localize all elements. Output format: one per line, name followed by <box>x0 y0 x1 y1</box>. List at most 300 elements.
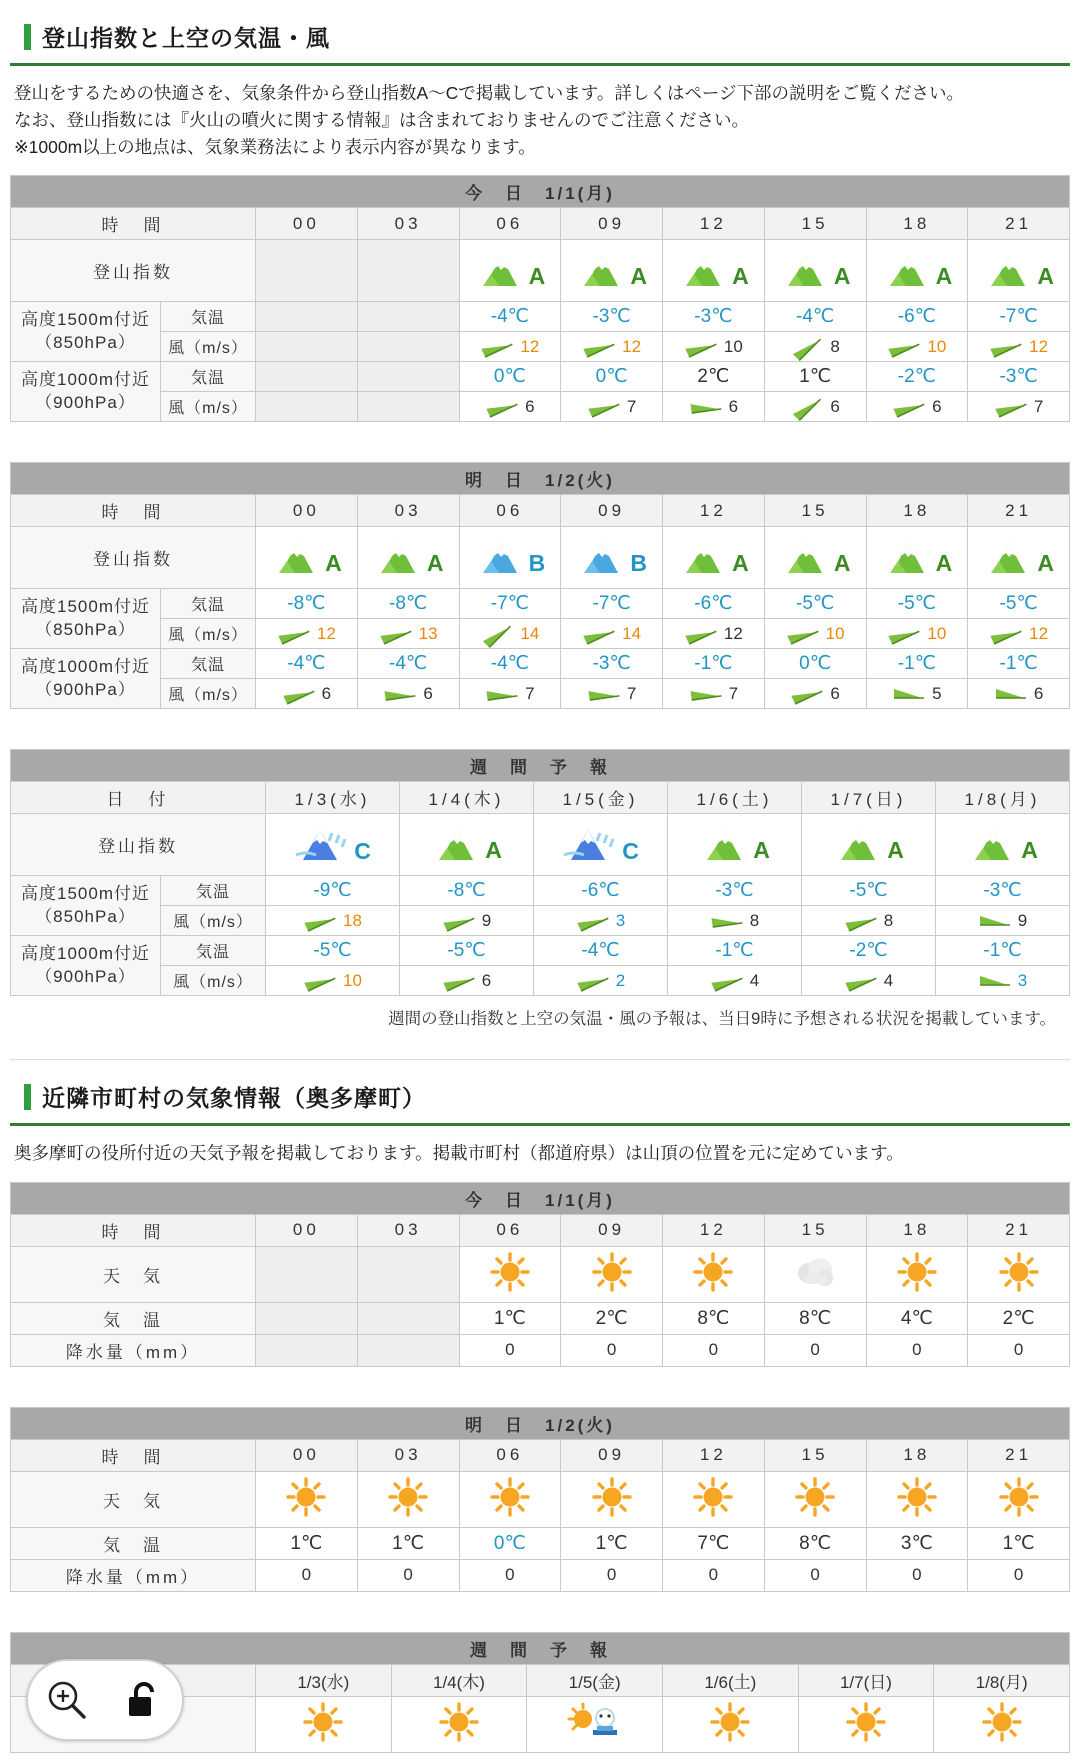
wind-arrow-icon <box>687 395 723 420</box>
empty-cell <box>256 1246 358 1302</box>
empty-cell <box>357 1334 459 1366</box>
precip-cell: 0 <box>764 1559 866 1591</box>
wind-speed: 9 <box>1017 910 1028 930</box>
wind-speed: 13 <box>418 623 438 643</box>
row-label-wind: 風（m/s） <box>161 619 256 649</box>
column-header: 03 <box>357 495 459 527</box>
wind-arrow-icon <box>376 618 415 650</box>
wind-arrow-icon <box>584 391 623 423</box>
day-bar: 今 日 1/1(月) <box>11 1182 1070 1214</box>
column-header: 09 <box>561 208 663 240</box>
temp-cell: -8℃ <box>357 589 459 619</box>
grade-letter: C <box>354 837 371 864</box>
column-header: 18 <box>866 1214 968 1246</box>
column-header: 06 <box>459 208 561 240</box>
row-label-alt1500: 高度1500m付近 （850hPa） <box>11 302 161 362</box>
temp-cell: 2℃ <box>968 1302 1070 1334</box>
column-header: 00 <box>256 1439 358 1471</box>
day-bar: 明 日 1/2(火) <box>11 463 1070 495</box>
precip-cell: 0 <box>459 1559 561 1591</box>
temp-cell: -5℃ <box>400 936 534 966</box>
wind-speed: 2 <box>615 970 626 990</box>
wind-speed: 6 <box>830 683 840 703</box>
row-label-weather: 天 気 <box>11 1246 256 1302</box>
weather-cell <box>527 1696 663 1752</box>
accent-bar <box>24 1084 31 1110</box>
wind-cell <box>663 619 765 649</box>
mountain-green-icon <box>780 252 832 290</box>
empty-cell <box>357 302 459 332</box>
precip-cell: 0 <box>561 1559 663 1591</box>
temp-cell: -3℃ <box>968 362 1070 392</box>
wind-arrow-icon <box>382 682 418 707</box>
row-label-alt1000: 高度1000m付近 （900hPa） <box>11 362 161 422</box>
city-lead <box>0 1126 1080 1175</box>
wind-cell <box>266 966 400 996</box>
sunny-icon <box>437 1702 481 1742</box>
temp-cell: 1℃ <box>764 362 866 392</box>
empty-cell <box>256 392 358 422</box>
mountain-green-icon <box>678 539 730 577</box>
mountain-rain-icon <box>562 825 620 865</box>
header-label: 時 間 <box>11 208 256 240</box>
wind-arrow-icon <box>892 684 926 704</box>
temp-cell: -3℃ <box>561 302 663 332</box>
weekly-note: 週間の登山指数と上空の気温・風の予報は、当日9時に予想される状況を掲載しています。 <box>388 1010 1056 1029</box>
city-today-table-wrap <box>0 1182 1080 1367</box>
weather-cell <box>391 1696 527 1752</box>
floating-control-bar[interactable] <box>26 1659 184 1741</box>
wind-speed: 14 <box>520 623 540 643</box>
precip-cell: 0 <box>663 1334 765 1366</box>
wind-arrow-icon <box>580 331 619 363</box>
lead-line-2: なお、登山指数には『火山の噴火に関する情報』は含まれておりませんのでご注意ください。 <box>14 110 749 131</box>
row-label-wind: 風（m/s） <box>161 906 266 936</box>
temp-cell: -1℃ <box>936 936 1070 966</box>
weather-cell <box>968 1246 1070 1302</box>
temp-cell: 0℃ <box>561 362 663 392</box>
unlock-icon[interactable] <box>121 1677 167 1723</box>
wind-arrow-icon <box>681 618 720 650</box>
row-label-wind: 風（m/s） <box>161 679 256 709</box>
sunny-icon <box>997 1477 1041 1517</box>
climb-index-cell <box>534 814 668 876</box>
wind-speed: 7 <box>1033 396 1044 416</box>
wind-cell <box>802 966 936 996</box>
column-header: 18 <box>866 495 968 527</box>
wind-arrow-icon <box>478 615 516 653</box>
wind-speed: 9 <box>481 910 492 930</box>
column-header: 18 <box>866 208 968 240</box>
wind-arrow-icon <box>987 331 1026 363</box>
row-label-temp: 気温 <box>161 649 256 679</box>
temp-cell: -2℃ <box>802 936 936 966</box>
city-tomorrow-table-wrap <box>0 1407 1080 1592</box>
mountain-green-icon <box>780 539 832 577</box>
sunny-icon <box>895 1252 939 1292</box>
wind-cell <box>459 392 561 422</box>
wind-speed: 6 <box>1033 683 1044 703</box>
wind-cell <box>968 619 1070 649</box>
temp-cell: 1℃ <box>968 1527 1070 1559</box>
sunny-icon <box>980 1702 1024 1742</box>
wind-cell <box>968 392 1070 422</box>
row-label-precip: 降水量（mm） <box>11 1559 256 1591</box>
sunny-icon <box>708 1702 752 1742</box>
row-label-temp: 気温 <box>161 589 256 619</box>
empty-cell <box>357 332 459 362</box>
empty-cell <box>256 302 358 332</box>
temp-cell: -1℃ <box>968 649 1070 679</box>
mountain-green-icon <box>373 539 425 577</box>
column-header: 21 <box>968 208 1070 240</box>
wind-cell <box>459 619 561 649</box>
wind-arrow-icon <box>783 618 822 650</box>
temp-cell: 7℃ <box>663 1527 765 1559</box>
wind-arrow-icon <box>885 331 924 363</box>
weather-cell <box>663 1471 765 1527</box>
wind-arrow-icon <box>841 965 880 997</box>
wind-speed: 7 <box>728 683 739 703</box>
row-label-temp: 気 温 <box>11 1302 256 1334</box>
column-header: 1/6(土) <box>662 1664 798 1696</box>
climb-index-cell <box>266 814 400 876</box>
wind-cell <box>866 332 968 362</box>
temp-cell: -5℃ <box>802 876 936 906</box>
grade-letter: A <box>426 549 444 576</box>
page-root <box>0 8 1080 1763</box>
precip-cell: 0 <box>663 1559 765 1591</box>
weather-cell <box>561 1471 663 1527</box>
empty-cell <box>357 1302 459 1334</box>
temp-cell: -5℃ <box>266 936 400 966</box>
header-label: 時 間 <box>11 495 256 527</box>
wind-speed: 8 <box>883 910 894 930</box>
climb-index-cell <box>936 814 1070 876</box>
wind-cell <box>266 906 400 936</box>
temp-cell: -3℃ <box>663 302 765 332</box>
grade-letter: A <box>1021 836 1038 863</box>
wind-arrow-icon <box>580 618 619 650</box>
wind-cell <box>663 332 765 362</box>
wind-speed: 12 <box>622 336 642 356</box>
temp-cell: -7℃ <box>968 302 1070 332</box>
sunny-then-snow-icon <box>567 1702 623 1742</box>
wind-cell <box>764 679 866 709</box>
temp-cell: 2℃ <box>663 362 765 392</box>
climb-index-cell <box>663 240 765 302</box>
mountain-green-icon <box>475 252 527 290</box>
temp-cell: 0℃ <box>764 649 866 679</box>
column-header: 09 <box>561 495 663 527</box>
mountain-tomorrow-table-wrap <box>0 462 1080 709</box>
precip-cell: 0 <box>357 1559 459 1591</box>
temp-cell: 1℃ <box>357 1527 459 1559</box>
grade-letter: A <box>325 549 342 576</box>
wind-arrow-icon <box>991 391 1030 423</box>
grade-letter: A <box>485 836 502 863</box>
wind-cell <box>968 679 1070 709</box>
temp-cell: -6℃ <box>663 589 765 619</box>
sunny-icon <box>997 1252 1041 1292</box>
weather-cell <box>968 1471 1070 1527</box>
wind-cell <box>668 906 802 936</box>
precip-cell: 0 <box>866 1559 968 1591</box>
weather-cell <box>866 1246 968 1302</box>
mountain-weekly-table-wrap <box>0 749 1080 1029</box>
temp-cell: 0℃ <box>459 1527 561 1559</box>
row-label-temp: 気温 <box>161 876 266 906</box>
row-label-wind: 風（m/s） <box>161 332 256 362</box>
temp-cell: 8℃ <box>663 1302 765 1334</box>
wind-speed: 10 <box>927 623 947 643</box>
mountain-green-icon <box>967 826 1019 864</box>
row-label-index: 登山指数 <box>11 527 256 589</box>
wind-arrow-icon <box>484 682 520 707</box>
sunny-icon <box>488 1252 532 1292</box>
wind-speed: 7 <box>525 683 535 703</box>
column-header: 15 <box>764 1439 866 1471</box>
wind-speed: 18 <box>343 910 362 930</box>
climb-index-cell <box>561 527 663 589</box>
column-header: 12 <box>663 1439 765 1471</box>
mountain-blue-icon <box>475 539 527 577</box>
grade-letter: B <box>630 549 647 576</box>
wind-speed: 6 <box>423 683 433 703</box>
wind-speed: 12 <box>316 623 336 643</box>
wind-arrow-icon <box>483 391 522 423</box>
sunny-icon <box>590 1252 634 1292</box>
temp-cell: -3℃ <box>668 876 802 906</box>
column-header: 15 <box>764 1214 866 1246</box>
temp-cell: -6℃ <box>866 302 968 332</box>
mountain-green-icon <box>271 539 323 577</box>
mountain-green-icon <box>983 252 1035 290</box>
empty-cell <box>256 1302 358 1334</box>
column-header: 15 <box>764 208 866 240</box>
grade-letter: A <box>887 836 904 863</box>
wind-speed: 7 <box>626 396 637 416</box>
wind-cell <box>357 679 459 709</box>
mountain-weekly-table <box>10 749 1070 996</box>
temp-cell: -4℃ <box>256 649 358 679</box>
temp-cell: -1℃ <box>663 649 765 679</box>
wind-speed: 12 <box>520 336 540 356</box>
wind-arrow-icon <box>788 678 827 710</box>
section-divider <box>10 1059 1070 1060</box>
temp-cell: 2℃ <box>561 1302 663 1334</box>
climb-index-cell <box>663 527 765 589</box>
page-title: 登山指数と上空の気温・風 <box>42 25 330 51</box>
wind-cell <box>663 679 765 709</box>
temp-cell: -9℃ <box>266 876 400 906</box>
precip-cell: 0 <box>459 1334 561 1366</box>
sunny-icon <box>284 1477 328 1517</box>
temp-cell: -8℃ <box>256 589 358 619</box>
column-header: 00 <box>256 1214 358 1246</box>
temp-cell: 3℃ <box>866 1527 968 1559</box>
sunny-icon <box>691 1252 735 1292</box>
mountain-rain-icon <box>294 825 352 865</box>
mountain-lead <box>0 66 1080 169</box>
column-header: 1/7(日) <box>802 782 936 814</box>
wind-speed: 8 <box>749 910 760 930</box>
weather-cell <box>764 1471 866 1527</box>
empty-cell <box>256 240 358 302</box>
wind-arrow-icon <box>841 905 880 937</box>
city-today-table <box>10 1182 1070 1367</box>
wind-cell <box>866 619 968 649</box>
weather-cell <box>459 1246 561 1302</box>
precip-cell: 0 <box>968 1334 1070 1366</box>
wind-speed: 7 <box>626 683 637 703</box>
wind-cell <box>561 332 663 362</box>
empty-cell <box>256 332 358 362</box>
weather-cell <box>662 1696 798 1752</box>
temp-cell: 1℃ <box>256 1527 358 1559</box>
column-header: 1/8(月) <box>934 1664 1070 1696</box>
wind-arrow-icon <box>987 618 1026 650</box>
wind-arrow-icon <box>885 618 924 650</box>
mountain-green-icon <box>882 252 934 290</box>
wind-cell <box>561 392 663 422</box>
cloudy-icon <box>792 1253 838 1291</box>
weather-cell <box>934 1696 1070 1752</box>
sunny-icon <box>386 1477 430 1517</box>
temp-cell: -6℃ <box>534 876 668 906</box>
temp-cell: -7℃ <box>561 589 663 619</box>
section-header-city <box>10 1068 1070 1126</box>
lead-line-3: ※1000m以上の地点は、気象業務法により表示内容が異なります。 <box>14 137 536 158</box>
weather-cell <box>663 1246 765 1302</box>
column-header: 03 <box>357 208 459 240</box>
sunny-icon <box>488 1477 532 1517</box>
climb-index-cell <box>256 527 358 589</box>
row-label-wind: 風（m/s） <box>161 966 266 996</box>
temp-cell: 8℃ <box>764 1302 866 1334</box>
column-header: 00 <box>256 208 358 240</box>
row-label-index: 登山指数 <box>11 814 266 876</box>
grade-letter: A <box>833 262 851 289</box>
column-header: 1/5(金) <box>527 1664 663 1696</box>
city-section-title: 近隣市町村の気象情報（奥多摩町） <box>42 1085 426 1112</box>
wind-speed: 6 <box>728 396 739 416</box>
lead-line-1: 登山をするための快適さを、気象条件から登山指数A～Cで掲載しています。詳しくはページ下部の説明をご覧ください。 <box>14 83 965 103</box>
mountain-blue-icon <box>576 539 628 577</box>
climb-index-cell <box>968 240 1070 302</box>
wind-speed: 4 <box>883 970 894 990</box>
mountain-today-table-wrap <box>0 175 1080 422</box>
row-label-precip: 降水量（mm） <box>11 1334 256 1366</box>
wind-speed: 6 <box>932 396 942 416</box>
precip-cell: 0 <box>764 1334 866 1366</box>
precip-cell: 0 <box>256 1559 358 1591</box>
column-header: 21 <box>968 1439 1070 1471</box>
row-label-index: 登山指数 <box>11 240 256 302</box>
header-label: 日 付 <box>11 782 266 814</box>
wind-arrow-icon <box>300 905 339 937</box>
grade-letter: A <box>1037 549 1054 576</box>
magnifier-plus-icon[interactable] <box>44 1677 90 1723</box>
sunny-icon <box>895 1477 939 1517</box>
climb-index-cell <box>561 240 663 302</box>
wind-arrow-icon <box>573 965 612 997</box>
temp-cell: -2℃ <box>866 362 968 392</box>
wind-speed: 6 <box>321 683 332 703</box>
wind-arrow-icon <box>279 678 318 710</box>
grade-letter: C <box>622 837 639 864</box>
wind-cell <box>764 619 866 649</box>
wind-arrow-icon <box>707 965 746 997</box>
grade-letter: A <box>753 836 770 863</box>
wind-speed: 3 <box>1017 970 1028 990</box>
wind-arrow-icon <box>586 682 622 707</box>
wind-speed: 12 <box>723 623 743 643</box>
row-label-temp: 気温 <box>161 936 266 966</box>
wind-arrow-icon <box>681 331 720 363</box>
wind-arrow-icon <box>709 909 745 934</box>
column-header: 1/3(水) <box>256 1664 392 1696</box>
wind-cell <box>764 392 866 422</box>
weather-cell <box>561 1246 663 1302</box>
column-header: 12 <box>663 1214 765 1246</box>
grade-letter: B <box>528 549 546 576</box>
column-header: 06 <box>459 1214 561 1246</box>
wind-arrow-icon <box>994 684 1028 704</box>
day-bar: 今 日 1/1(月) <box>11 176 1070 208</box>
header-label: 時 間 <box>11 1439 256 1471</box>
wind-cell <box>936 906 1070 936</box>
column-header: 09 <box>561 1214 663 1246</box>
temp-cell: 8℃ <box>764 1527 866 1559</box>
sunny-icon <box>691 1477 735 1517</box>
column-header: 1/3(水) <box>266 782 400 814</box>
row-label-alt1000: 高度1000m付近 （900hPa） <box>11 936 161 996</box>
grade-letter: A <box>630 262 647 289</box>
accent-bar <box>24 24 31 50</box>
column-header: 03 <box>357 1214 459 1246</box>
climb-index-cell <box>357 527 459 589</box>
mountain-green-icon <box>678 252 730 290</box>
grade-letter: A <box>935 549 953 576</box>
wind-cell <box>866 392 968 422</box>
wind-cell <box>561 679 663 709</box>
header-label: 時 間 <box>11 1214 256 1246</box>
weather-cell <box>357 1471 459 1527</box>
wind-speed: 10 <box>927 336 947 356</box>
weather-cell <box>459 1471 561 1527</box>
temp-cell: -5℃ <box>968 589 1070 619</box>
temp-cell: -5℃ <box>866 589 968 619</box>
wind-cell <box>663 392 765 422</box>
grade-letter: A <box>528 262 546 289</box>
row-label-alt1000: 高度1000m付近 （900hPa） <box>11 649 161 709</box>
wind-arrow-icon <box>788 328 826 366</box>
climb-index-cell <box>459 527 561 589</box>
mountain-green-icon <box>431 826 483 864</box>
wind-cell <box>459 332 561 362</box>
row-label-weather: 天 気 <box>11 1471 256 1527</box>
mountain-green-icon <box>576 252 628 290</box>
wind-arrow-icon <box>573 905 612 937</box>
wind-arrow-icon <box>788 388 826 426</box>
wind-cell <box>534 966 668 996</box>
row-label-temp: 気 温 <box>11 1527 256 1559</box>
column-header: 1/4(木) <box>400 782 534 814</box>
temp-cell: -4℃ <box>534 936 668 966</box>
column-header: 09 <box>561 1439 663 1471</box>
column-header: 1/4(木) <box>391 1664 527 1696</box>
